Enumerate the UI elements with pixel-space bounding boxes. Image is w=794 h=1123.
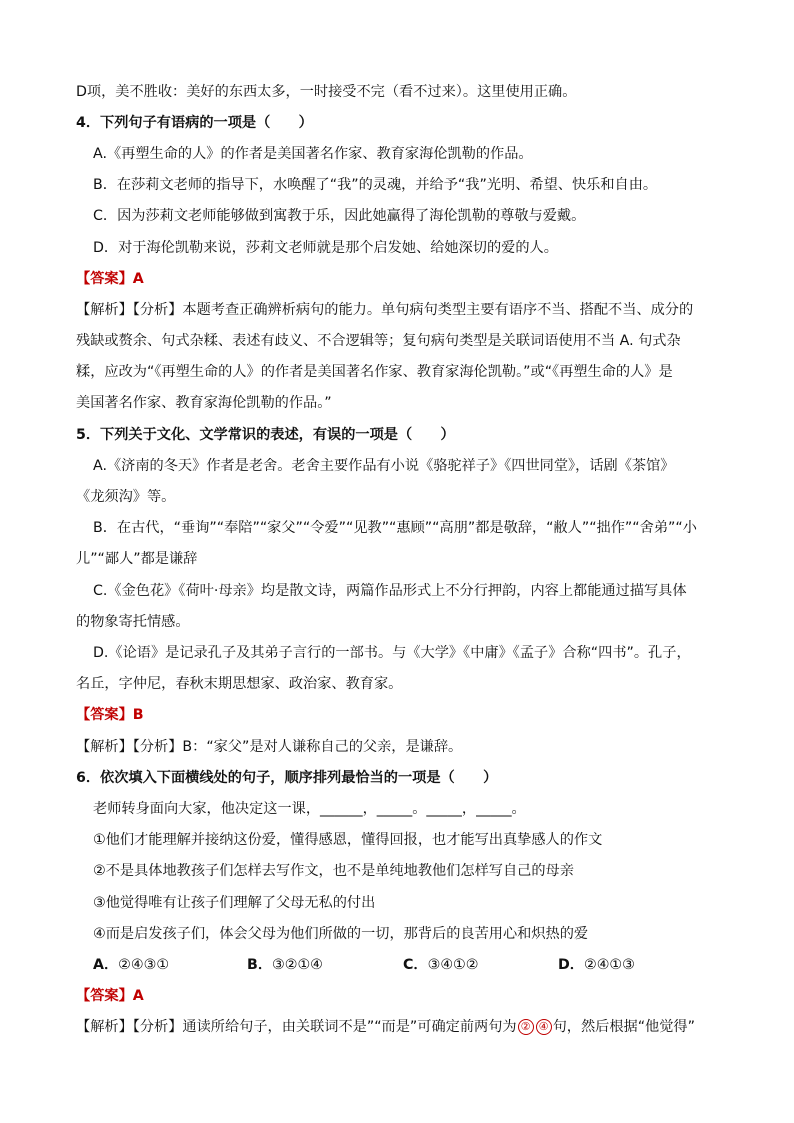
option-c-cont: 的物象寄托情感。 (76, 614, 190, 630)
option-b: B．在莎莉文老师的指导下，水唤醒了“我”的灵魂，并给予“我”光明、希望、快乐和自由。 (93, 177, 658, 193)
option-b: B．在古代，“垂询”“奉陪”“家父”“令爱”“见教”“惠顾”“高朋”都是敬辞，“敝人”“拙作”“舍弟”“小 (93, 520, 697, 536)
choice-d (558, 955, 635, 975)
question-6: 6．依次填入下面横线处的句子，顺序排列最恰当的一项是（ ） (76, 770, 498, 786)
choice-c (403, 955, 479, 975)
choice-value: ③②①④ (272, 957, 323, 973)
analysis-text: 句，然后根据“他觉得” (552, 1019, 695, 1035)
choice-value: ②④①③ (583, 957, 635, 973)
choice-letter: D． (558, 957, 584, 973)
choice-letter: B． (247, 957, 273, 973)
option-a: A.《再塑生命的人》的作者是美国著名作家、教育家海伦凯勒的作品。 (93, 146, 533, 162)
choice-b (247, 955, 323, 975)
choice-letter: A． (93, 957, 119, 973)
text-line: D项，美不胜收：美好的东西太多，一时接受不完（看不过来）。这里使用正确。 (76, 84, 577, 100)
question-5: 5．下列关于文化、文学常识的表述，有误的一项是（ ） (76, 427, 455, 443)
choice-value: ③④①② (427, 957, 479, 973)
option-d: D.《论语》是记录孔子及其弟子言行的一部书。与《大学》《中庸》《孟子》合称“四书”。孔子， (93, 645, 691, 661)
analysis-line (76, 1017, 695, 1037)
analysis-line: 【解析】【分析】本题考查正确辨析病句的能力。单句病句类型主要有语序不当、搭配不当、成分的 (76, 302, 694, 318)
choice-value: ②④③① (118, 957, 170, 973)
choice-letter: C． (403, 957, 428, 973)
answer-label: 【答案】B (76, 707, 144, 723)
sentence-3: ③他觉得唯有让孩子们理解了父母无私的付出 (93, 895, 376, 911)
option-c: C.《金色花》《荷叶·母亲》均是散文诗，两篇作品形式上不分行押韵，内容上都能通过描写具体 (93, 583, 687, 599)
circled-number: ④ (536, 1019, 552, 1035)
question-6-stem: 老师转身面向大家，他决定这一课，______，_____。_____，_____。 (93, 801, 526, 817)
option-b-cont: 儿”“鄙人”都是谦辞 (76, 551, 198, 567)
option-a-cont: 《龙须沟》等。 (76, 489, 176, 505)
option-c: C．因为莎莉文老师能够做到寓教于乐，因此她赢得了海伦凯勒的尊敬与爱戴。 (93, 208, 586, 224)
answer-label: 【答案】A (76, 271, 144, 287)
analysis-line: 糅，应改为“《再塑生命的人》的作者是美国著名作家、教育家海伦凯勒。”或“《再塑生命的人》是 (76, 364, 673, 380)
option-d: D．对于海伦凯勒来说，莎莉文老师就是那个启发她、给她深切的爱的人。 (93, 240, 558, 256)
analysis-line: 【解析】【分析】B：“家父”是对人谦称自己的父亲，是谦辞。 (76, 739, 463, 755)
question-4: 4．下列句子有语病的一项是（ ） (76, 115, 313, 131)
analysis-line: 残缺或赘余、句式杂糅、表述有歧义、不合逻辑等；复句病句类型是关联词语使用不当 A. 句式杂 (76, 333, 681, 349)
analysis-text: 【解析】【分析】通读所给句子，由关联词不是”“而是”可确定前两句为 (76, 1019, 517, 1035)
choice-a (93, 955, 169, 975)
sentence-1: ①他们才能理解并接纳这份爱，懂得感恩，懂得回报，也才能写出真挚感人的作文 (93, 832, 603, 848)
sentence-2: ②不是具体地教孩子们怎样去写作文，也不是单纯地教他们怎样写自己的母亲 (93, 863, 574, 879)
option-a: A.《济南的冬天》作者是老舍。老舍主要作品有小说《骆驼祥子》《四世同堂》，话剧《茶馆》 (93, 458, 675, 474)
sentence-4: ④而是启发孩子们，体会父母为他们所做的一切，那背后的良苦用心和炽热的爱 (93, 926, 589, 942)
option-d-cont: 名丘，字仲尼，春秋末期思想家、政治家、教育家。 (76, 676, 403, 692)
analysis-line: 美国著名作家、教育家海伦凯勒的作品。” (76, 395, 332, 411)
answer-label: 【答案】A (76, 988, 144, 1004)
circled-number: ② (518, 1019, 534, 1035)
